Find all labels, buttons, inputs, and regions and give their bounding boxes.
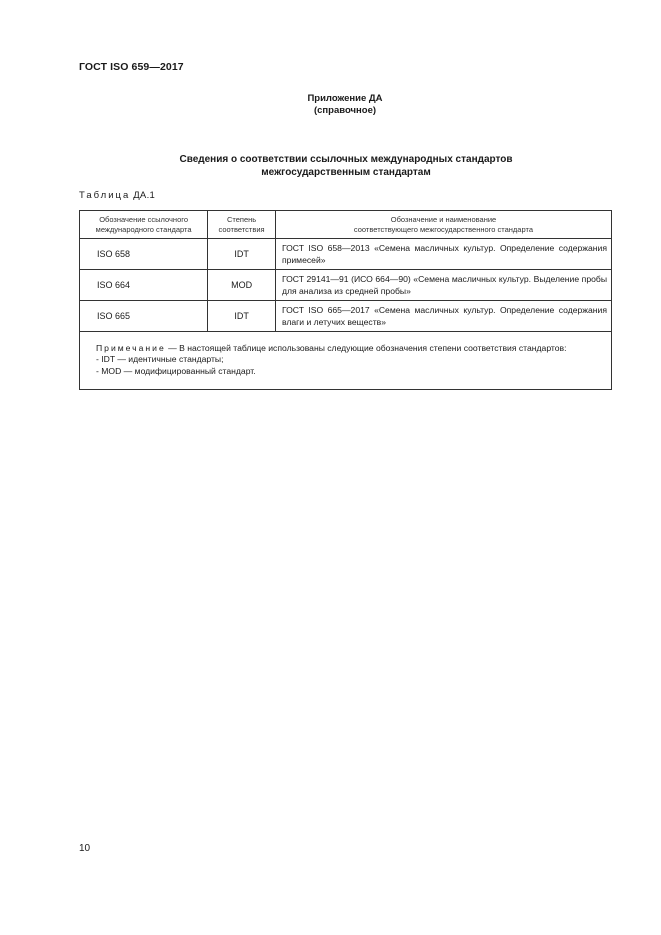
header-reference-standard <box>80 211 208 239</box>
table-note <box>80 332 612 390</box>
note-label: Примечание <box>96 342 166 353</box>
header-line: соответствия <box>218 224 265 234</box>
note-item: - IDT — идентичные стандарты; <box>96 354 224 365</box>
header-line: Обозначение и наименование <box>390 214 497 224</box>
note-item: - MOD — модифицированный стандарт. <box>96 365 256 376</box>
table-row <box>80 270 612 301</box>
page-number: 10 <box>79 843 91 854</box>
table-caption <box>79 190 155 201</box>
cell-reference: ISO 658 <box>80 239 208 270</box>
cell-degree: IDT <box>208 301 276 332</box>
table-row <box>80 239 612 270</box>
annex-subtitle: (справочное) <box>313 105 377 116</box>
note-body: — В настоящей таблице использованы следующие обозначения степени соответствия стандартов: <box>168 342 567 353</box>
section-title-line-1: Сведения о соответствии ссылочных международных стандартов <box>179 154 513 165</box>
table-caption-label: Таблица <box>79 190 131 201</box>
cell-reference: ISO 664 <box>80 270 208 301</box>
table-caption-number: ДА.1 <box>133 190 156 201</box>
annex-title: Приложение ДА <box>307 93 383 104</box>
cell-description: ГОСТ ISO 665—2017 «Семена масличных культур. Определение содержания влаги и летучих веществ» <box>275 301 611 332</box>
header-line: соответствующего межгосударственного стандарта <box>353 224 534 234</box>
section-title <box>0 153 661 179</box>
header-line: международного стандарта <box>95 224 192 234</box>
cell-description: ГОСТ ISO 658—2013 «Семена масличных культур. Определение содержания примесей» <box>275 239 611 270</box>
section-title-line-2: межгосударственным стандартам <box>261 167 431 178</box>
cell-degree: MOD <box>208 270 276 301</box>
header-line: Обозначение ссылочного <box>99 214 188 224</box>
correspondence-table <box>79 210 612 390</box>
table-header-row <box>80 211 612 239</box>
header-degree <box>208 211 276 239</box>
table-note-row <box>80 332 612 390</box>
header-line: Степень <box>226 214 257 224</box>
cell-degree: IDT <box>208 239 276 270</box>
cell-reference: ISO 665 <box>80 301 208 332</box>
cell-description: ГОСТ 29141—91 (ИСО 664—90) «Семена масличных культур. Выделение пробы для анализа из средней пробы» <box>275 270 611 301</box>
note-text <box>86 343 605 355</box>
document-code: ГОСТ ISO 659—2017 <box>79 61 184 73</box>
header-interstate-standard <box>275 211 611 239</box>
annex-heading <box>0 93 661 117</box>
table-row <box>80 301 612 332</box>
